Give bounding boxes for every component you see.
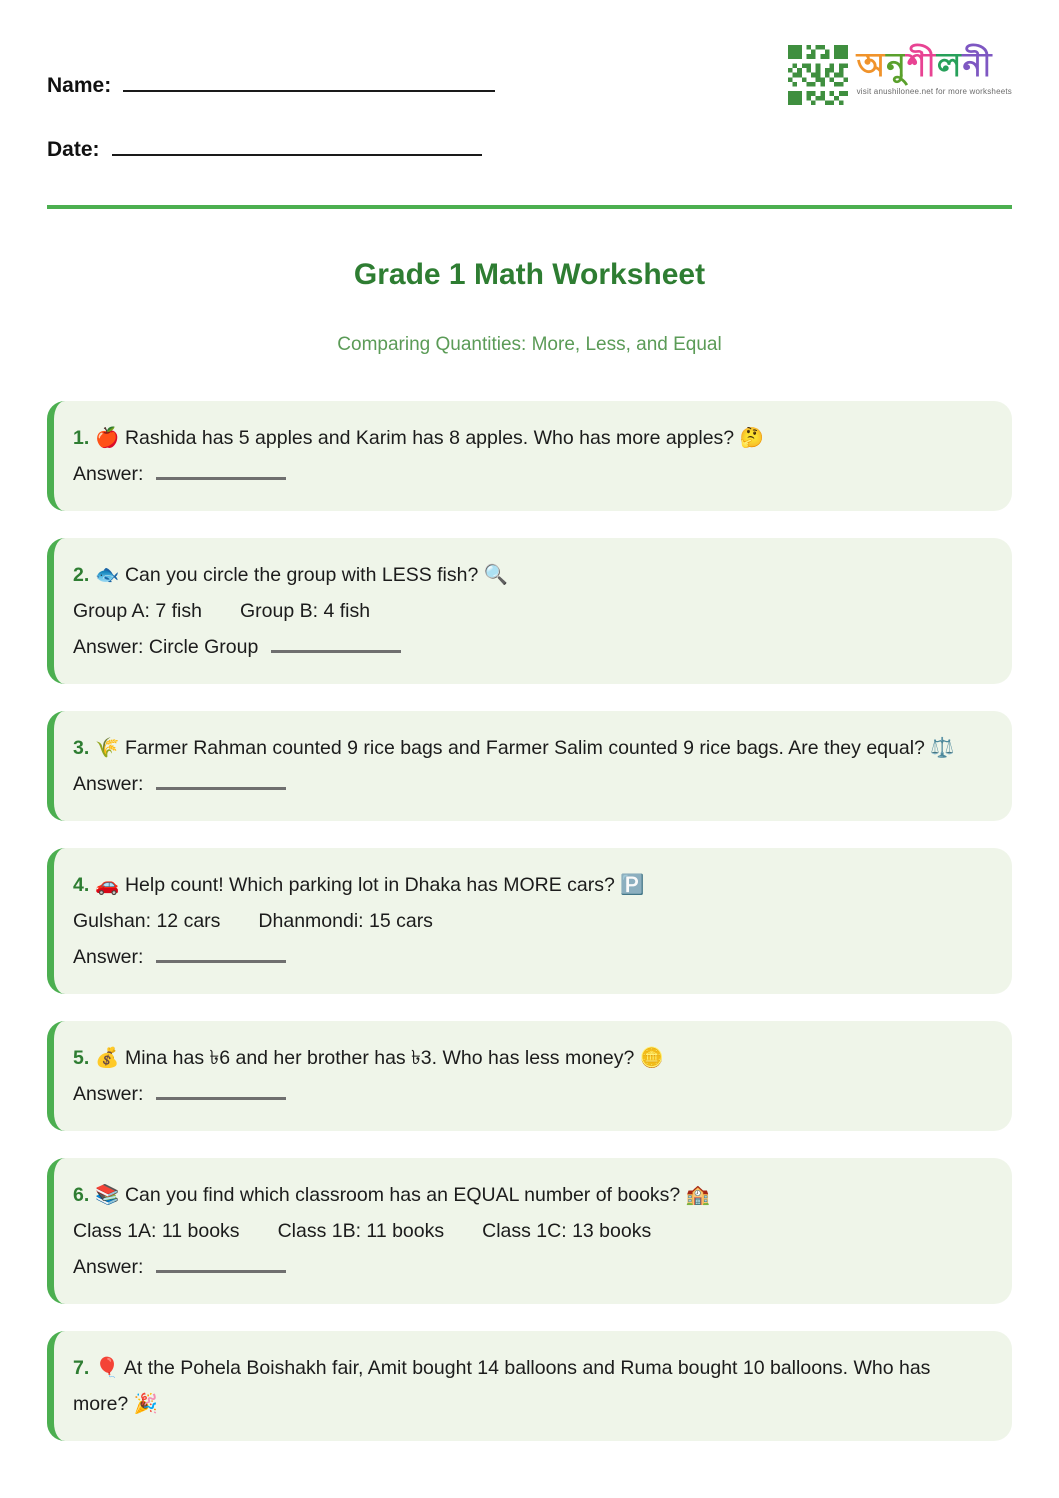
answer-line bbox=[156, 1081, 286, 1101]
page-title: Grade 1 Math Worksheet bbox=[353, 258, 706, 292]
detail-item: Group B: 4 fish bbox=[240, 600, 371, 623]
answer-label: Answer: bbox=[73, 773, 144, 796]
question-box-4 bbox=[47, 848, 1012, 994]
question-number: 6. bbox=[73, 1184, 90, 1207]
question-text: 💰 Mina has ৳6 and her brother has ৳3. Who has less money? 🪙 bbox=[95, 1047, 665, 1070]
question-text: 🎈 At the Pohela Boishakh fair, Amit bought 14 balloons and Ruma bought 10 balloons. Who has more? 🎉 bbox=[73, 1357, 931, 1416]
question-text-row bbox=[73, 557, 987, 593]
answer-label: Answer: bbox=[73, 1256, 144, 1279]
question-list bbox=[47, 401, 1012, 1441]
question-number: 5. bbox=[73, 1047, 90, 1070]
detail-item: Class 1B: 11 books bbox=[277, 1220, 445, 1243]
brand-char: শী bbox=[906, 46, 937, 83]
answer-line bbox=[156, 771, 286, 791]
qr-code-icon bbox=[787, 45, 849, 105]
date-field-row bbox=[47, 134, 1012, 162]
question-text-row bbox=[73, 1040, 987, 1076]
brand-char: অ bbox=[856, 46, 887, 83]
answer-label: Answer: bbox=[73, 946, 144, 969]
question-number: 3. bbox=[73, 737, 90, 760]
question-detail-row bbox=[73, 1213, 987, 1249]
answer-row bbox=[73, 1076, 987, 1112]
brand-logo bbox=[787, 45, 1012, 105]
name-label: Name: bbox=[47, 74, 112, 98]
answer-row bbox=[73, 629, 987, 665]
brand-name bbox=[857, 45, 1012, 85]
question-text: 🌾 Farmer Rahman counted 9 rice bags and Farmer Salim counted 9 rice bags. Are they equal? ⚖️ bbox=[95, 737, 955, 760]
question-text-row bbox=[73, 730, 987, 766]
question-number: 2. bbox=[73, 564, 90, 587]
brand-text-block bbox=[857, 45, 1012, 96]
brand-char: নী bbox=[962, 46, 993, 83]
question-detail-row bbox=[73, 903, 987, 939]
answer-line bbox=[156, 461, 286, 481]
question-text: 🚗 Help count! Which parking lot in Dhaka has MORE cars? 🅿️ bbox=[95, 874, 645, 897]
answer-line bbox=[156, 944, 286, 964]
detail-item: Class 1C: 13 books bbox=[482, 1220, 652, 1243]
detail-item: Gulshan: 12 cars bbox=[73, 910, 221, 933]
question-box-7 bbox=[47, 1331, 1012, 1441]
question-box-3 bbox=[47, 711, 1012, 821]
answer-row bbox=[73, 456, 987, 492]
question-text-row bbox=[73, 1350, 987, 1422]
question-text: 🍎 Rashida has 5 apples and Karim has 8 apples. Who has more apples? 🤔 bbox=[95, 427, 764, 450]
answer-label: Answer: bbox=[73, 463, 144, 486]
answer-label: Answer: bbox=[73, 1083, 144, 1106]
question-text-row bbox=[73, 1177, 987, 1213]
question-number: 1. bbox=[73, 427, 90, 450]
answer-line bbox=[156, 1254, 286, 1274]
answer-row bbox=[73, 1249, 987, 1285]
date-label: Date: bbox=[47, 138, 100, 162]
question-detail-row bbox=[73, 593, 987, 629]
question-number: 4. bbox=[73, 874, 90, 897]
question-text-row bbox=[73, 867, 987, 903]
detail-item: Dhanmondi: 15 cars bbox=[258, 910, 433, 933]
brand-tagline: visit anushilonee.net for more worksheets bbox=[856, 86, 1012, 96]
detail-item: Class 1A: 11 books bbox=[73, 1220, 240, 1243]
question-box-6 bbox=[47, 1158, 1012, 1304]
page-subtitle: Comparing Quantities: More, Less, and Equal bbox=[337, 334, 722, 356]
question-box-2 bbox=[47, 538, 1012, 684]
name-line bbox=[123, 70, 495, 92]
detail-item: Group A: 7 fish bbox=[73, 600, 202, 623]
question-box-1 bbox=[47, 401, 1012, 511]
worksheet-header bbox=[47, 0, 1012, 209]
question-text: 🐟 Can you circle the group with LESS fish? 🔍 bbox=[95, 564, 509, 587]
brand-char: ল bbox=[936, 46, 963, 83]
answer-row bbox=[73, 939, 987, 975]
answer-row bbox=[73, 766, 987, 802]
question-box-5 bbox=[47, 1021, 1012, 1131]
answer-line bbox=[271, 634, 401, 654]
question-number: 7. bbox=[73, 1357, 90, 1380]
brand-char: নু bbox=[886, 46, 907, 83]
date-line bbox=[112, 134, 482, 156]
question-text-row bbox=[73, 420, 987, 456]
header-divider bbox=[47, 205, 1012, 209]
answer-label: Answer: Circle Group bbox=[73, 636, 259, 659]
question-text: 📚 Can you find which classroom has an EQUAL number of books? 🏫 bbox=[95, 1184, 710, 1207]
